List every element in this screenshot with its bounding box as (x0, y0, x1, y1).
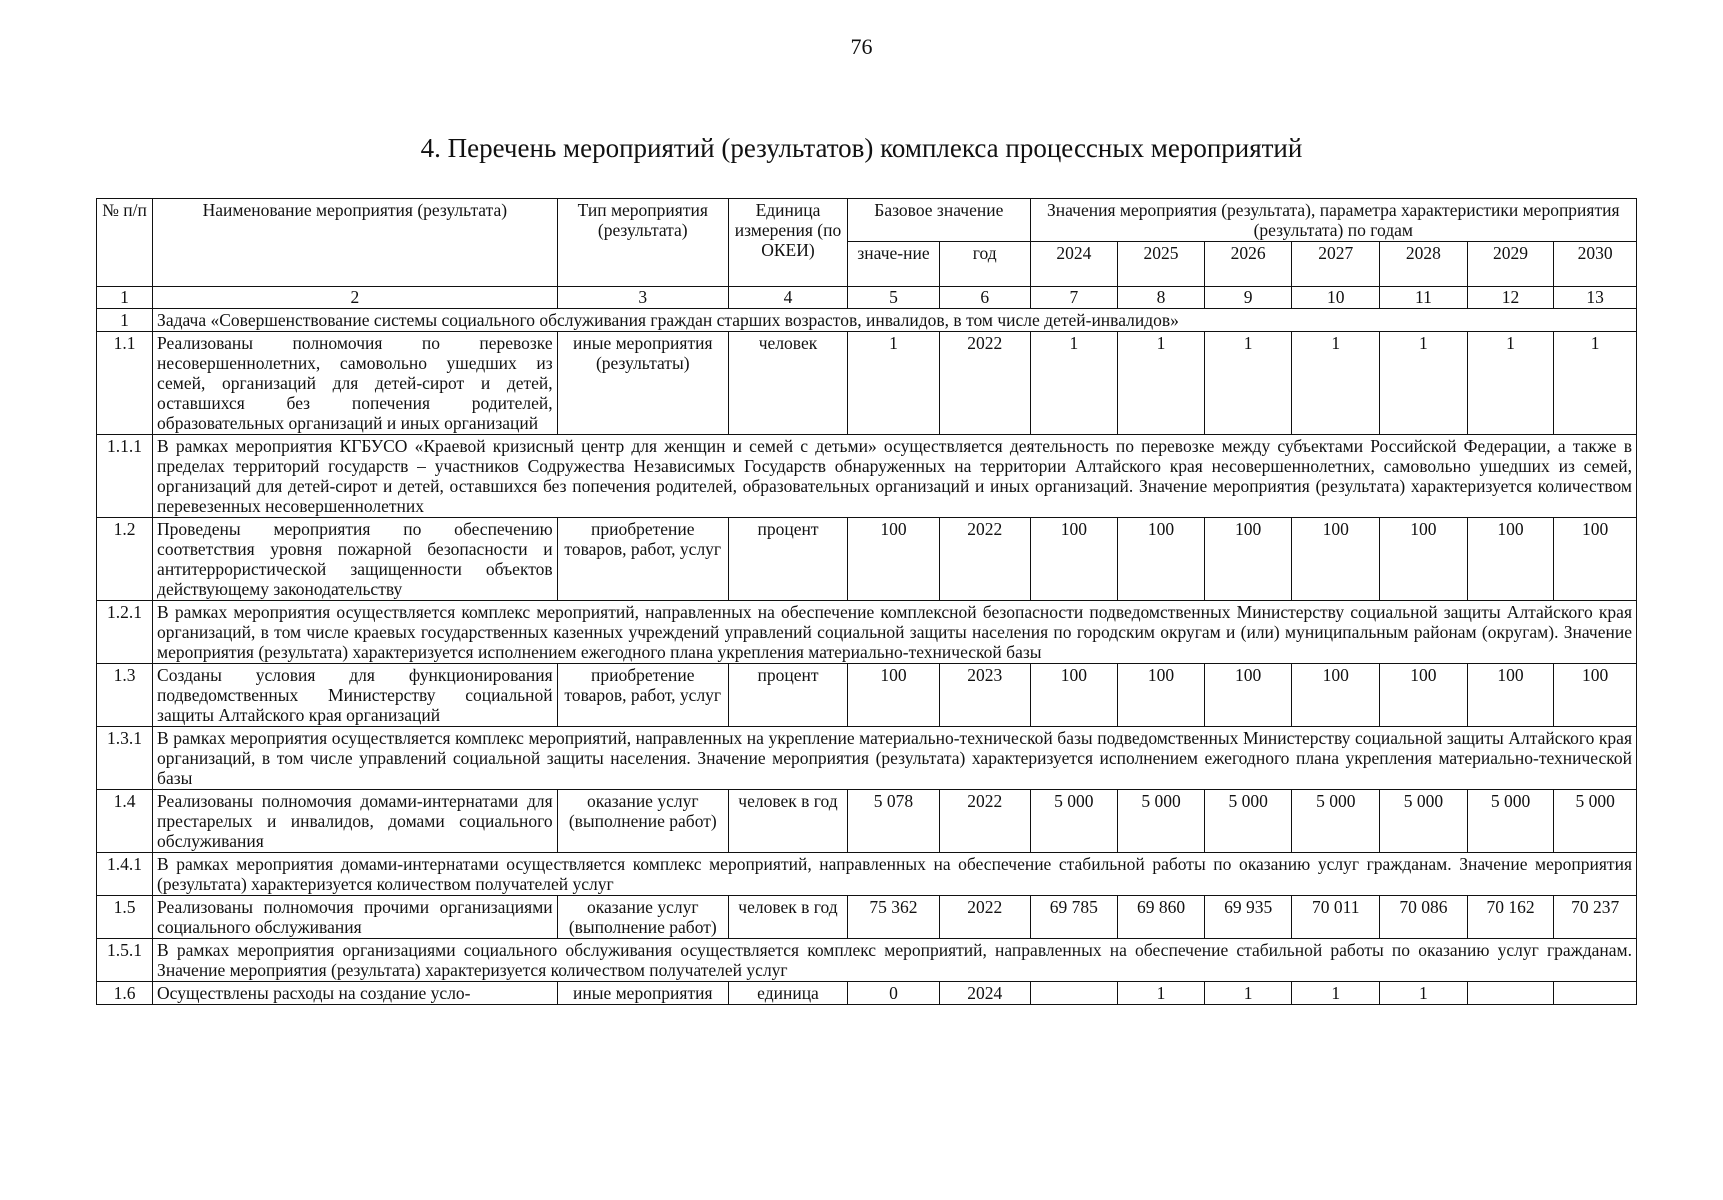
description-num: 1.3.1 (97, 727, 153, 790)
measure-unit: человек (728, 332, 847, 435)
measure-year-value: 5 000 (1118, 790, 1205, 853)
measure-type: оказание услуг (выполнение работ) (557, 896, 728, 939)
measure-year-value: 100 (1292, 518, 1380, 601)
measure-year-value: 100 (1467, 664, 1554, 727)
measure-row (97, 518, 1637, 601)
measure-base-year: 2022 (939, 790, 1030, 853)
measure-year-value: 100 (1204, 518, 1292, 601)
measure-name: Проведены мероприятия по обеспечению соответствия уровня пожарной безопасности и антитеррористической защищенности объектов действующему законодательству (153, 518, 558, 601)
measure-description-row (97, 853, 1637, 896)
measure-year-value: 69 935 (1204, 896, 1292, 939)
measure-base-year: 2022 (939, 896, 1030, 939)
measure-unit: процент (728, 664, 847, 727)
measure-year-value: 1 (1204, 982, 1292, 1005)
measure-year-value: 100 (1292, 664, 1380, 727)
measure-year-value: 1 (1204, 332, 1292, 435)
measure-row (97, 664, 1637, 727)
measure-year-value: 70 086 (1380, 896, 1468, 939)
measure-year-value: 100 (1554, 664, 1637, 727)
measure-type: оказание услуг (выполнение работ) (557, 790, 728, 853)
measure-year-value: 1 (1380, 332, 1468, 435)
header-num: № п/п (97, 199, 153, 287)
header-row-1 (97, 199, 1637, 242)
measure-year-value (1467, 982, 1554, 1005)
measures-table (96, 198, 1637, 1005)
description-text: В рамках мероприятия домами-интернатами осуществляется комплекс мероприятий, направленных на обеспечение стабильной работы по оказанию услуг гражданам. Значение мероприятия (результата) характеризуется количеством получателей услуг (153, 853, 1637, 896)
measure-num: 1.1 (97, 332, 153, 435)
measure-description-row (97, 435, 1637, 518)
measure-year-value: 100 (1118, 664, 1205, 727)
measure-base-year: 2022 (939, 518, 1030, 601)
measure-year-value: 100 (1554, 518, 1637, 601)
measure-row (97, 790, 1637, 853)
measure-year-value: 5 000 (1467, 790, 1554, 853)
measure-name: Осуществлены расходы на создание усло- (153, 982, 558, 1005)
measure-year-value (1030, 982, 1118, 1005)
measure-year-value: 70 011 (1292, 896, 1380, 939)
column-number: 8 (1118, 287, 1205, 309)
measure-year-value: 100 (1380, 664, 1468, 727)
column-number: 2 (153, 287, 558, 309)
measure-type: иные мероприятия (результаты) (557, 332, 728, 435)
column-numbers-row (97, 287, 1637, 309)
header-year-2028: 2028 (1380, 242, 1468, 287)
description-text: В рамках мероприятия осуществляется комплекс мероприятий, направленных на укрепление материально-технической базы подведомственных Министерству социальной защиты Алтайского края организаций, в том числе управлений социальной защиты населения. Значение мероприятия (результата) характеризуется исполнением ежегодного плана укрепления материально-технической базы (153, 727, 1637, 790)
measure-year-value: 1 (1554, 332, 1637, 435)
measure-type: приобретение товаров, работ, услуг (557, 518, 728, 601)
measure-year-value: 1 (1292, 332, 1380, 435)
header-year-2027: 2027 (1292, 242, 1380, 287)
column-number: 3 (557, 287, 728, 309)
description-text: В рамках мероприятия осуществляется комплекс мероприятий, направленных на обеспечение комплексной безопасности подведомственных Министерству социальной защиты Алтайского края организаций, в том числе краевых государственных казенных учреждений управлений социальной защиты населения по городским округам и (или) муниципальным районам (округам). Значение мероприятия (результата) характеризуется исполнением ежегодного плана укрепления материально-технической базы (153, 601, 1637, 664)
page-number: 76 (850, 34, 873, 59)
measure-base-value: 100 (848, 664, 940, 727)
measure-num: 1.4 (97, 790, 153, 853)
column-number: 9 (1204, 287, 1292, 309)
column-number: 6 (939, 287, 1030, 309)
measure-year-value: 1 (1467, 332, 1554, 435)
header-year-2025: 2025 (1118, 242, 1205, 287)
task-row (97, 309, 1637, 332)
measure-name: Созданы условия для функционирования подведомственных Министерству социальной защиты Алтайского края организаций (153, 664, 558, 727)
measure-base-value: 5 078 (848, 790, 940, 853)
measure-year-value: 5 000 (1030, 790, 1118, 853)
measure-base-year: 2022 (939, 332, 1030, 435)
measure-base-value: 75 362 (848, 896, 940, 939)
measure-year-value: 1 (1030, 332, 1118, 435)
measure-year-value: 100 (1030, 664, 1118, 727)
measure-unit: единица (728, 982, 847, 1005)
measure-year-value: 1 (1118, 332, 1205, 435)
task-num: 1 (97, 309, 153, 332)
header-values: Значения мероприятия (результата), параметра характеристики мероприятия (результата) по годам (1030, 199, 1636, 242)
column-number: 1 (97, 287, 153, 309)
header-base: Базовое значение (848, 199, 1030, 242)
description-text: В рамках мероприятия организациями социального обслуживания осуществляется комплекс мероприятий, направленных на обеспечение стабильной работы по оказанию услуг гражданам. Значение мероприятия (результата) характеризуется количеством получателей услуг (153, 939, 1637, 982)
measure-year-value (1554, 982, 1637, 1005)
task-text: Задача «Совершенствование системы социального обслуживания граждан старших возрастов, инвалидов, в том числе детей-инвалидов» (153, 309, 1637, 332)
description-num: 1.5.1 (97, 939, 153, 982)
column-number: 10 (1292, 287, 1380, 309)
header-year-2026: 2026 (1204, 242, 1292, 287)
measure-year-value: 1 (1380, 982, 1468, 1005)
measure-base-year: 2024 (939, 982, 1030, 1005)
measure-year-value: 70 237 (1554, 896, 1637, 939)
measure-year-value: 1 (1292, 982, 1380, 1005)
measure-description-row (97, 939, 1637, 982)
header-year-2029: 2029 (1467, 242, 1554, 287)
header-base-value: значе-ние (848, 242, 940, 287)
measure-base-value: 0 (848, 982, 940, 1005)
measure-year-value: 1 (1118, 982, 1205, 1005)
column-number: 7 (1030, 287, 1118, 309)
column-number: 12 (1467, 287, 1554, 309)
measure-year-value: 69 860 (1118, 896, 1205, 939)
header-year-2030: 2030 (1554, 242, 1637, 287)
measure-base-value: 1 (848, 332, 940, 435)
measure-year-value: 5 000 (1554, 790, 1637, 853)
header-base-year: год (939, 242, 1030, 287)
measure-name: Реализованы полномочия прочими организациями социального обслуживания (153, 896, 558, 939)
measure-year-value: 100 (1118, 518, 1205, 601)
measure-row (97, 982, 1637, 1005)
column-number: 13 (1554, 287, 1637, 309)
measure-num: 1.2 (97, 518, 153, 601)
measure-description-row (97, 727, 1637, 790)
measure-year-value: 5 000 (1380, 790, 1468, 853)
description-text: В рамках мероприятия КГБУСО «Краевой кризисный центр для женщин и семей с детьми» осуществляется деятельность по перевозке между субъектами Российской Федерации, а также в пределах территорий государств – участников Содружества Независимых Государств обнаруженных на территории Алтайского края несовершеннолетних, самовольно ушедших из семей, организаций для детей-сирот и детей, оставшихся без попечения родителей, образовательных организаций и иных организаций. Значение мероприятия (результата) характеризуется количеством перевезенных несовершеннолетних (153, 435, 1637, 518)
measure-year-value: 100 (1467, 518, 1554, 601)
description-num: 1.2.1 (97, 601, 153, 664)
measure-type: приобретение товаров, работ, услуг (557, 664, 728, 727)
measure-num: 1.5 (97, 896, 153, 939)
column-number: 4 (728, 287, 847, 309)
measure-unit: человек в год (728, 790, 847, 853)
measure-year-value: 70 162 (1467, 896, 1554, 939)
description-num: 1.1.1 (97, 435, 153, 518)
description-num: 1.4.1 (97, 853, 153, 896)
measure-year-value: 100 (1030, 518, 1118, 601)
page-heading: 4. Перечень мероприятий (результатов) комплекса процессных мероприятий (420, 133, 1303, 163)
measure-name: Реализованы полномочия домами-интернатами для престарелых и инвалидов, домами социального обслуживания (153, 790, 558, 853)
header-unit: Единица измерения (по ОКЕИ) (728, 199, 847, 287)
measure-row (97, 896, 1637, 939)
header-name: Наименование мероприятия (результата) (153, 199, 558, 287)
column-number: 5 (848, 287, 940, 309)
measure-base-year: 2023 (939, 664, 1030, 727)
measure-year-value: 5 000 (1292, 790, 1380, 853)
measure-name: Реализованы полномочия по перевозке несовершеннолетних, самовольно ушедших из семей, организаций для детей-сирот и детей, оставшихся без попечения родителей, образовательных организаций и иных организаций (153, 332, 558, 435)
measure-year-value: 100 (1380, 518, 1468, 601)
header-type: Тип мероприятия (результата) (557, 199, 728, 287)
measure-year-value: 100 (1204, 664, 1292, 727)
measure-unit: процент (728, 518, 847, 601)
measure-type: иные мероприятия (557, 982, 728, 1005)
measure-description-row (97, 601, 1637, 664)
measure-base-value: 100 (848, 518, 940, 601)
measure-unit: человек в год (728, 896, 847, 939)
measure-row (97, 332, 1637, 435)
measure-num: 1.3 (97, 664, 153, 727)
measure-num: 1.6 (97, 982, 153, 1005)
measure-year-value: 69 785 (1030, 896, 1118, 939)
measure-year-value: 5 000 (1204, 790, 1292, 853)
column-number: 11 (1380, 287, 1468, 309)
header-year-2024: 2024 (1030, 242, 1118, 287)
